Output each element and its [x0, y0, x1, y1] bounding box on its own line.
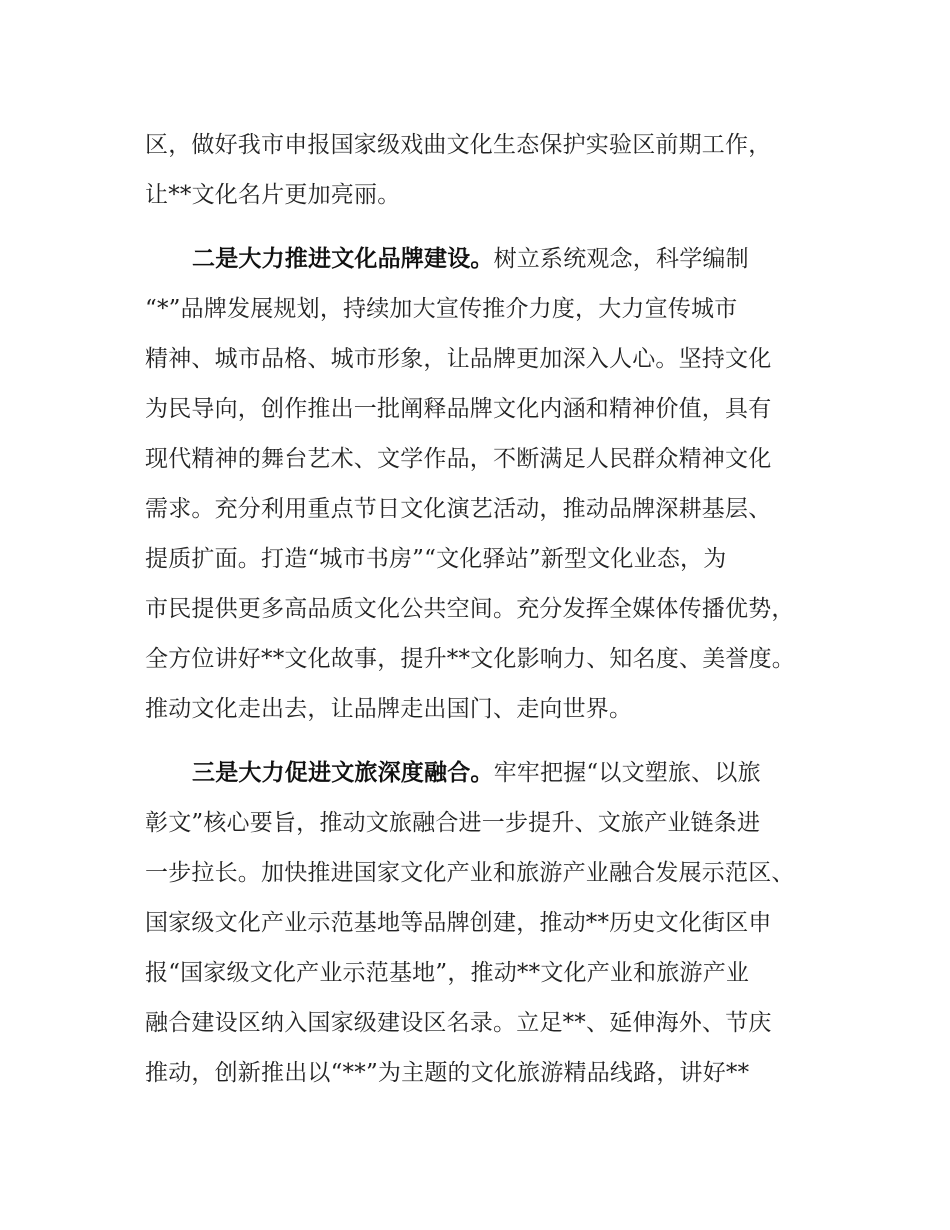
- text-line: “*”品牌发展规划，持续加大宣传推介力度，大力宣传城市: [145, 296, 738, 322]
- text-line: 提质扩面。打造“城市书房”“文化驿站”新型文化业态，为: [145, 546, 727, 572]
- text-line: 让**文化名片更加亮丽。: [145, 182, 401, 208]
- text-line: 彰文”核心要旨，推动文旅融合进一步提升、文旅产业链条进: [145, 810, 761, 836]
- text-line: 推动文化走出去，让品牌走出国门、走向世界。: [145, 696, 633, 722]
- text-line: 报“国家级文化产业示范基地”，推动**文化产业和旅游产业: [145, 960, 750, 986]
- text-line: 国家级文化产业示范基地等品牌创建，推动**历史文化街区申: [145, 910, 772, 936]
- text-segment: 牢牢把握“以文塑旅、以旅: [493, 760, 761, 786]
- text-line: [192, 758, 835, 788]
- text-line: 需求。充分利用重点节日文化演艺活动，推动品牌深耕基层、: [145, 496, 772, 522]
- text-line: 为民导向，创作推出一批阐释品牌文化内涵和精神价值，具有: [145, 396, 772, 422]
- text-line: 市民提供更多高品质文化公共空间。充分发挥全媒体传播优势，: [145, 596, 795, 622]
- text-line: 推动，创新推出以“**”为主题的文化旅游精品线路，讲好**: [145, 1060, 750, 1086]
- text-line: 现代精神的舞台艺术、文学作品，不断满足人民群众精神文化: [145, 446, 772, 472]
- paragraph-heading: 三是大力促进文旅深度融合。: [192, 760, 494, 786]
- text-line: 区，做好我市申报国家级戏曲文化生态保护实验区前期工作，: [145, 132, 772, 158]
- text-line: [192, 244, 835, 274]
- paragraph-heading: 二是大力推进文化品牌建设。: [192, 246, 494, 272]
- text-line: 精神、城市品格、城市形象，让品牌更加深入人心。坚持文化: [145, 346, 772, 372]
- text-line: 融合建设区纳入国家级建设区名录。立足**、延伸海外、节庆: [145, 1010, 772, 1036]
- text-segment: 树立系统观念，科学编制: [493, 246, 749, 272]
- text-line: 全方位讲好**文化故事，提升**文化影响力、知名度、美誉度。: [145, 646, 795, 672]
- text-line: 一步拉长。加快推进国家文化产业和旅游产业融合发展示范区、: [145, 860, 795, 886]
